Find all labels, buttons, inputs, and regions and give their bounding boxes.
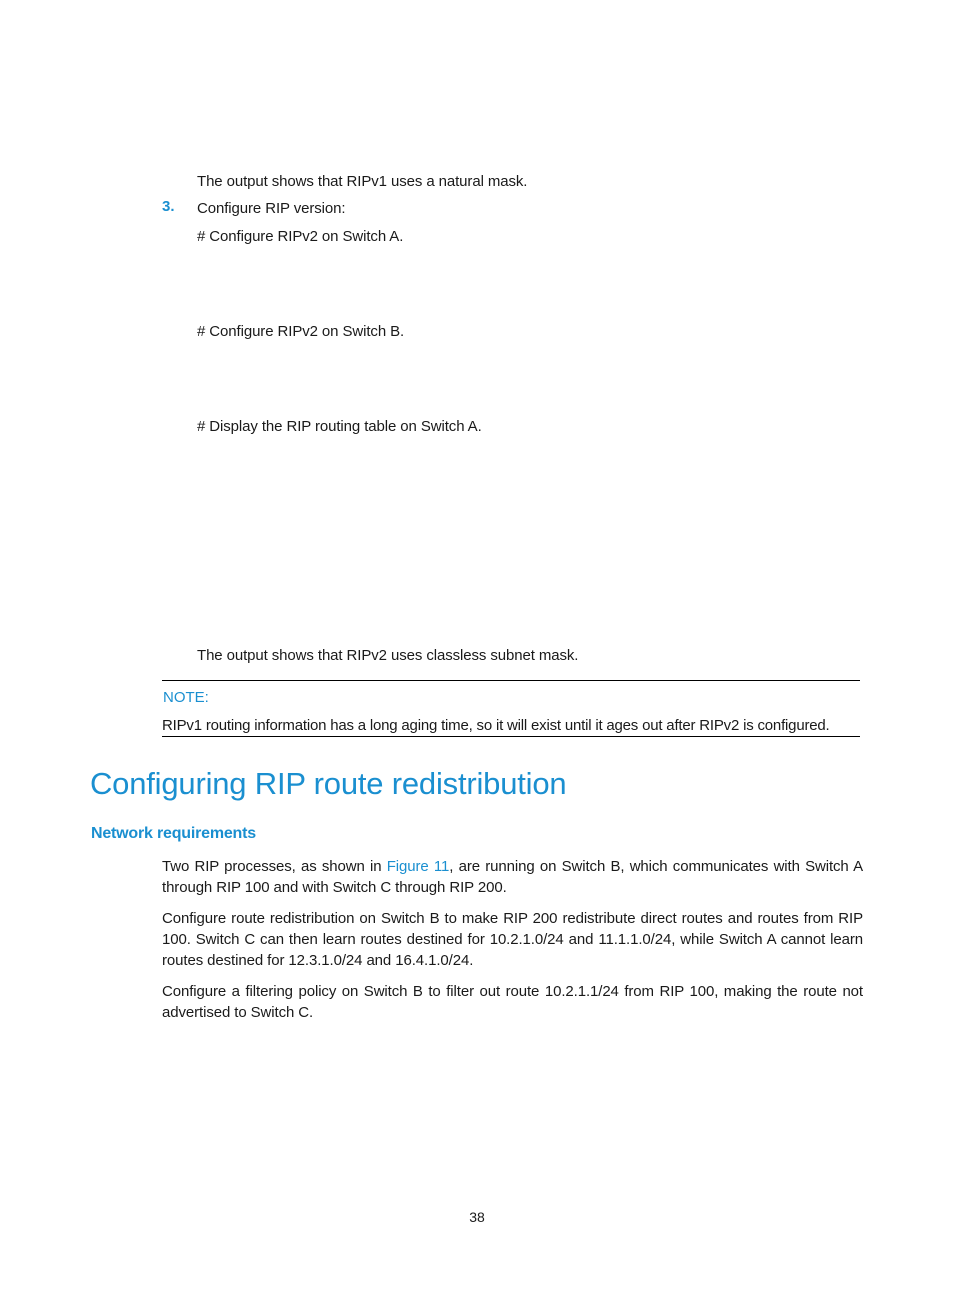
comment-switch-a: # Configure RIPv2 on Switch A. — [197, 228, 404, 245]
paragraph-redistribution: Configure route redistribution on Switch B to make RIP 200 redistribute direct routes and routes from RIP 100. Switch C can then learn routes destined for 10.2.1.0/24 and 11.1.1.0/24, while Switch A cannot learn routes destined for 12.3.1.0/24 and 16.4.1.0/24. — [162, 910, 863, 969]
step-title: Configure RIP version: — [197, 200, 346, 217]
page-number: 38 — [469, 1209, 485, 1225]
figure-11-link[interactable]: Figure 11 — [386, 858, 450, 875]
paragraph-filtering-policy: Configure a filtering policy on Switch B to filter out route 10.2.1.1/24 from RIP 100, making the route not advertised to Switch C. — [162, 983, 863, 1021]
step-number: 3. — [162, 198, 175, 215]
subsection-title: Network requirements — [91, 825, 256, 842]
para1-text-before: Two RIP processes, as shown in — [162, 858, 387, 875]
comment-switch-b: # Configure RIPv2 on Switch B. — [197, 323, 405, 340]
note-top-rule — [162, 680, 860, 681]
comment-display-table: # Display the RIP routing table on Switch A. — [197, 418, 482, 435]
section-title: Configuring RIP route redistribution — [90, 766, 567, 801]
paragraph-network-requirements — [162, 856, 863, 898]
note-text: RIPv1 routing information has a long aging time, so it will exist until it ages out after RIPv2 is configured. — [162, 717, 830, 734]
step3-result-text: The output shows that RIPv2 uses classless subnet mask. — [197, 647, 579, 664]
note-bottom-rule — [162, 736, 860, 737]
note-label: NOTE: — [163, 689, 209, 706]
para1-text-after: , are running on Switch B, which communicates with Switch A through RIP 100 and with Switch C through RIP 200. — [162, 858, 864, 896]
step2-result-text: The output shows that RIPv1 uses a natural mask. — [197, 173, 528, 190]
